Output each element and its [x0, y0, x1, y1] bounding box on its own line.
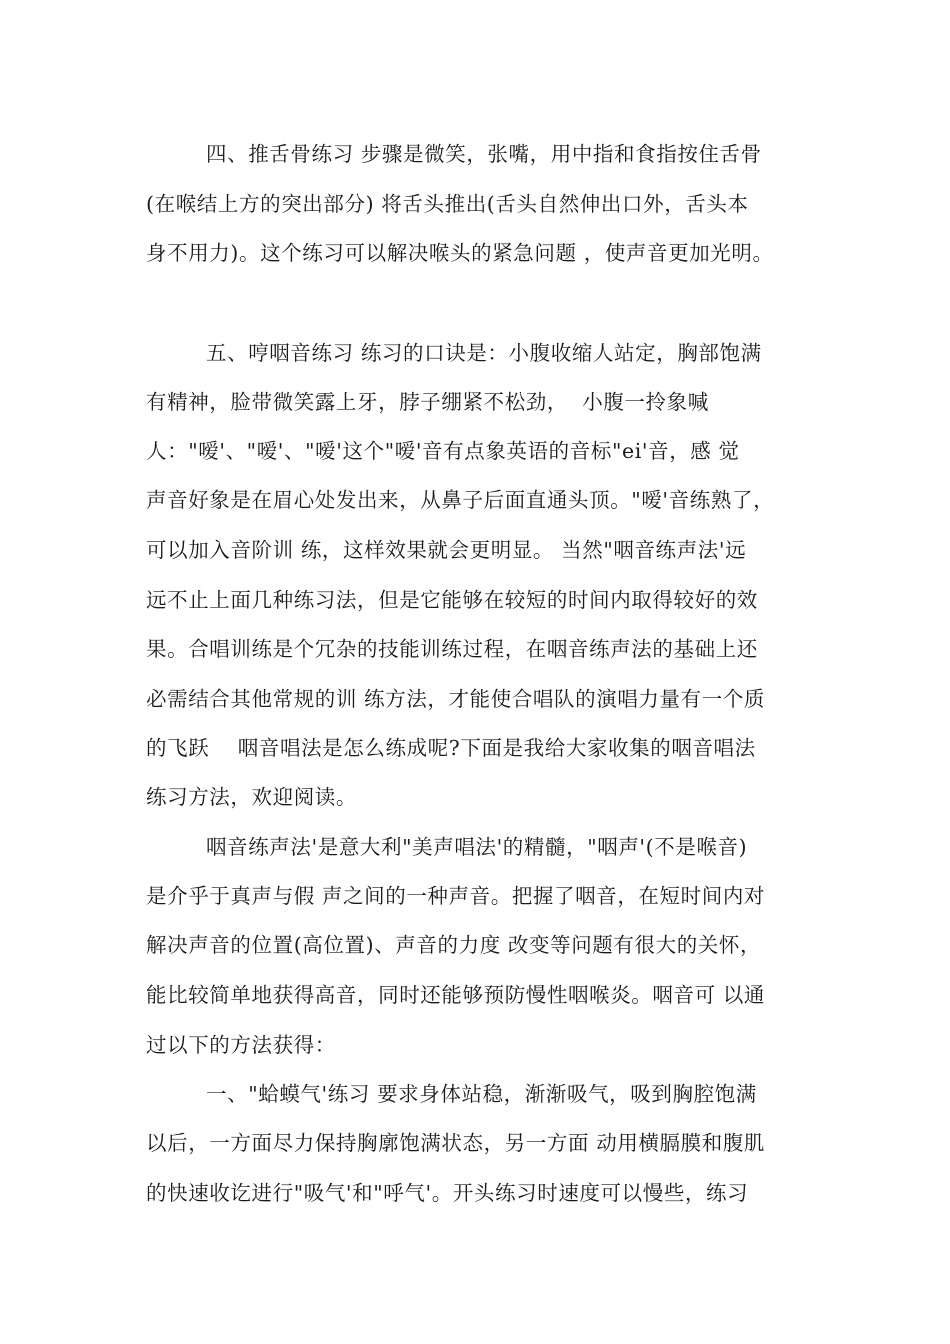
- text-line: 人："嗳'、"嗳'、"嗳'这个"嗳'音有点象英语的音标"ei'音，感 觉: [146, 439, 740, 463]
- text-line: 一、"蛤蟆气'练习 要求身体站稳，渐渐吸气，吸到胸腔饱满: [206, 1082, 757, 1106]
- text-line: 必需结合其他常规的训 练方法，才能使合唱队的演唱力量有一个质: [146, 687, 766, 711]
- text-line: 的快速收讫进行"吸气'和"呼气'。开头练习时速度可以慢些，练习: [146, 1181, 749, 1205]
- text-line: 是介乎于真声与假 声之间的一种声音。把握了咽音，在短时间内对: [146, 884, 766, 908]
- text-line: 五、哼咽音练习 练习的口诀是：小腹收缩人站定，胸部饱满: [206, 341, 762, 365]
- text-line: 远不止上面几种练习法，但是它能够在较短的时间内取得较好的效: [146, 588, 758, 612]
- text-line: 的飞跃 咽音唱法是怎么练成呢?下面是我给大家收集的咽音唱法: [146, 736, 756, 760]
- text-line: 可以加入音阶训 练，这样效果就会更明显。 当然"咽音练声法'远: [146, 538, 747, 562]
- text-line: 咽音练声法'是意大利"美声唱法'的精髓，"咽声'(不是喉音): [206, 835, 748, 859]
- text-line: 练习方法，欢迎阅读。: [146, 785, 357, 809]
- text-line: 声音好象是在眉心处发出来，从鼻子后面直通头顶。"嗳'音练熟了，: [146, 488, 775, 512]
- text-line: (在喉结上方的突出部分) 将舌头推出(舌头自然伸出口外，舌头本: [146, 192, 749, 216]
- text-line: 有精神，脸带微笑露上牙，脖子绷紧不松劲， 小腹一拎象喊: [146, 390, 709, 414]
- text-line: 果。合唱训练是个冗杂的技能训练过程，在咽音练声法的基础上还: [146, 637, 758, 661]
- text-line: 四、推舌骨练习 步骤是微笑，张嘴，用中指和食指按住舌骨: [206, 142, 762, 166]
- text-line: 身不用力)。这个练习可以解决喉头的紧急问题 ，使声音更加光明。: [146, 241, 774, 265]
- text-line: 以后，一方面尽力保持胸廓饱满状态，另一方面 动用横膈膜和腹肌: [146, 1131, 766, 1155]
- text-line: 能比较简单地获得高音，同时还能够预防慢性咽喉炎。咽音可 以通: [146, 983, 766, 1007]
- text-line: 过以下的方法获得：: [146, 1033, 336, 1057]
- text-line: 解决声音的位置(高位置)、声音的力度 改变等问题有很大的关怀，: [146, 933, 762, 957]
